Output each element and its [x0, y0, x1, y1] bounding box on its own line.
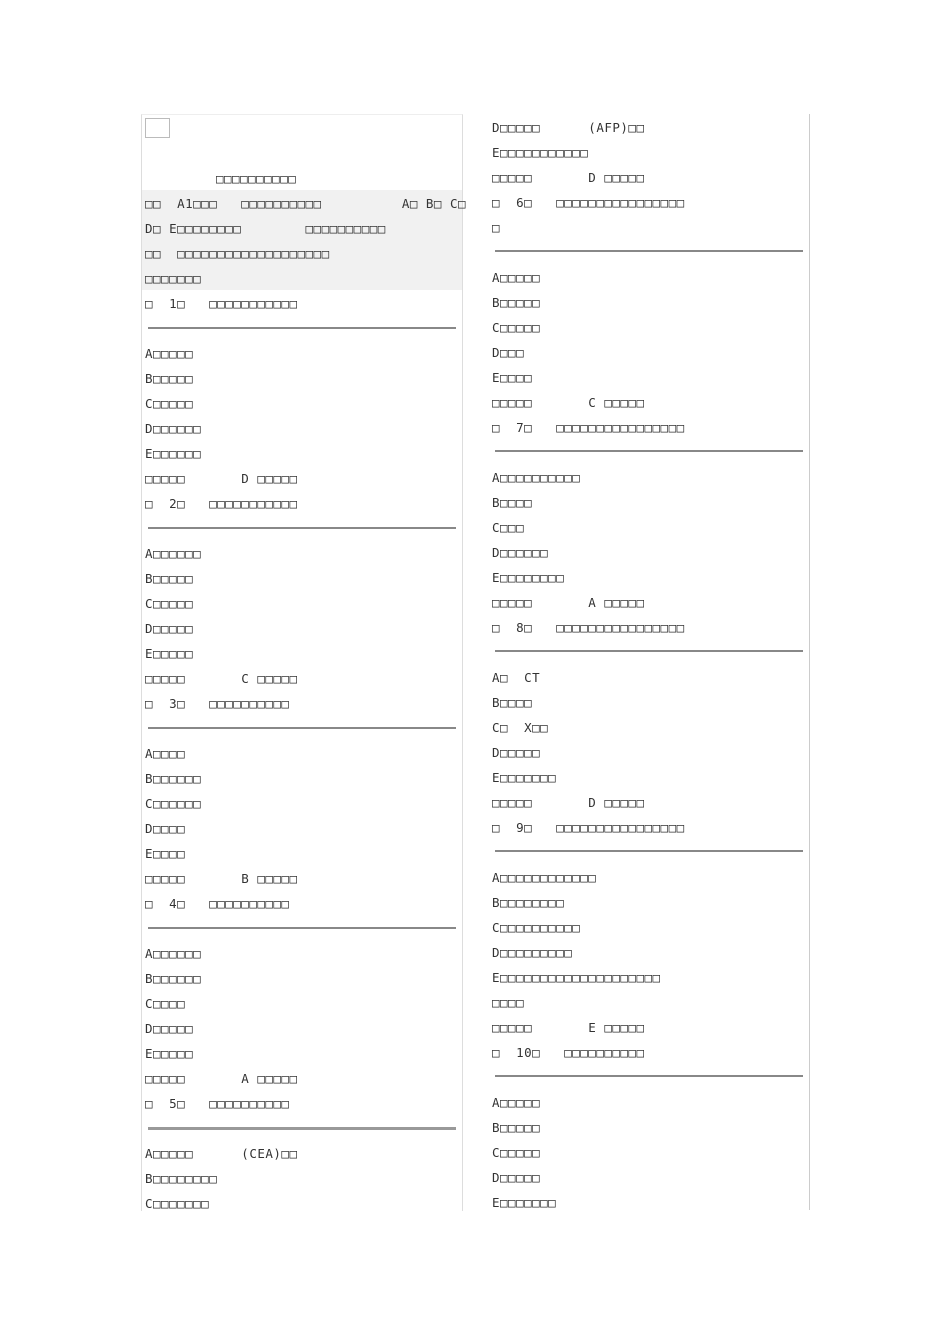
question-stem: □ 3□ □□□□□□□□□□: [145, 696, 290, 711]
answer-option: E□□□□□□□: [492, 770, 557, 785]
answer-option: A□□□□: [145, 746, 186, 761]
answer-option: D□□□□□: [492, 1170, 541, 1185]
image-placeholder-icon: [145, 118, 170, 138]
answer-option: C□□□□□: [145, 396, 194, 411]
separator-rule: [495, 450, 803, 452]
separator-rule: [495, 250, 803, 252]
answer-option: D□□□□: [145, 821, 186, 836]
answer-option: D□□□□□ (AFP)□□: [492, 120, 645, 135]
answer-option: A□□□□□: [492, 270, 541, 285]
answer-option: C□ X□□: [492, 720, 549, 735]
section-title: □□□□□□□□□□: [216, 171, 297, 186]
answer-option: C□□□□□□: [145, 796, 202, 811]
answer-option: A□□□□□□□□□□□□: [492, 870, 597, 885]
answer-option: A□□□□□□: [145, 546, 202, 561]
answer-option: D□□□□□□□□□: [492, 945, 573, 960]
correct-answer: □□□□□ D □□□□□: [492, 795, 645, 810]
answer-option: C□□□□□□□: [145, 1196, 210, 1211]
question-stem: □ 10□ □□□□□□□□□□: [492, 1045, 645, 1060]
answer-option: A□□□□□: [145, 346, 194, 361]
correct-answer: □□□□□ B □□□□□: [145, 871, 298, 886]
instruction-line: D□ E□□□□□□□□ □□□□□□□□□□: [145, 221, 386, 236]
question-stem: □ 4□ □□□□□□□□□□: [145, 896, 290, 911]
answer-option: D□□□□□: [145, 1021, 194, 1036]
answer-option: E□□□□□□□□□□□□□□□□□□□□: [492, 970, 661, 985]
question-stem: □ 1□ □□□□□□□□□□□: [145, 296, 298, 311]
separator-rule: [148, 927, 456, 929]
correct-answer: □□□□□ E □□□□□: [492, 1020, 645, 1035]
answer-option: C□□□□□□□□□□: [492, 920, 581, 935]
correct-answer: □□□□□ A □□□□□: [145, 1071, 298, 1086]
answer-option: E□□□□□: [145, 1046, 194, 1061]
answer-option: □□□□: [492, 995, 525, 1010]
answer-option: E□□□□□: [145, 646, 194, 661]
answer-option: A□□□□□□□□□□: [492, 470, 581, 485]
answer-option: E□□□□□□□: [492, 1195, 557, 1210]
answer-option: D□□□□□: [492, 745, 541, 760]
question-stem: □ 5□ □□□□□□□□□□: [145, 1096, 290, 1111]
answer-option: D□□□: [492, 345, 525, 360]
correct-answer: □□□□□ D □□□□□: [492, 170, 645, 185]
answer-option: D□□□□□: [145, 621, 194, 636]
separator-rule: [148, 327, 456, 329]
answer-option: A□□□□□ (CEA)□□: [145, 1146, 298, 1161]
answer-option: E□□□□□□: [145, 446, 202, 461]
answer-option: B□□□□□: [145, 571, 194, 586]
answer-option: C□□□□□: [492, 320, 541, 335]
answer-option: D□□□□□□: [145, 421, 202, 436]
separator-rule: [148, 527, 456, 529]
instruction-line: □□□□□□□: [145, 271, 202, 286]
answer-option: D□□□□□□: [492, 545, 549, 560]
instruction-line: □□ A1□□□ □□□□□□□□□□ A□ B□ C□: [145, 196, 467, 211]
separator-rule: [495, 1075, 803, 1077]
answer-option: B□□□□□□: [145, 771, 202, 786]
question-stem: □ 7□ □□□□□□□□□□□□□□□□: [492, 420, 685, 435]
answer-option: B□□□□□□□□: [145, 1171, 218, 1186]
answer-option: B□□□□□: [492, 1120, 541, 1135]
answer-option: A□□□□□□: [145, 946, 202, 961]
answer-option: E□□□□□□□□: [492, 570, 565, 585]
right-column: [489, 114, 810, 1210]
separator-rule: [148, 727, 456, 729]
correct-answer: □□□□□ D □□□□□: [145, 471, 298, 486]
question-stem: □ 6□ □□□□□□□□□□□□□□□□: [492, 195, 685, 210]
correct-answer: □□□□□ A □□□□□: [492, 595, 645, 610]
separator-rule: [148, 1127, 456, 1130]
question-stem: □ 9□ □□□□□□□□□□□□□□□□: [492, 820, 685, 835]
correct-answer: □□□□□ C □□□□□: [145, 671, 298, 686]
answer-option: B□□□□: [492, 695, 533, 710]
separator-rule: [495, 650, 803, 652]
separator-rule: [495, 850, 803, 852]
answer-option: B□□□□□□: [145, 971, 202, 986]
answer-option: C□□□□: [145, 996, 186, 1011]
answer-option: C□□□□□: [145, 596, 194, 611]
answer-option: A□ CT: [492, 670, 541, 685]
answer-option: A□□□□□: [492, 1095, 541, 1110]
left-column: [141, 114, 467, 1211]
question-stem: □: [492, 220, 501, 235]
answer-option: E□□□□: [492, 370, 533, 385]
answer-option: B□□□□□: [492, 295, 541, 310]
answer-option: C□□□□□: [492, 1145, 541, 1160]
correct-answer: □□□□□ C □□□□□: [492, 395, 645, 410]
question-stem: □ 8□ □□□□□□□□□□□□□□□□: [492, 620, 685, 635]
answer-option: C□□□: [492, 520, 525, 535]
answer-option: B□□□□: [492, 495, 533, 510]
answer-option: B□□□□□□□□: [492, 895, 565, 910]
answer-option: E□□□□: [145, 846, 186, 861]
answer-option: E□□□□□□□□□□□: [492, 145, 589, 160]
question-stem: □ 2□ □□□□□□□□□□□: [145, 496, 298, 511]
instruction-line: □□ □□□□□□□□□□□□□□□□□□□: [145, 246, 330, 261]
answer-option: B□□□□□: [145, 371, 194, 386]
